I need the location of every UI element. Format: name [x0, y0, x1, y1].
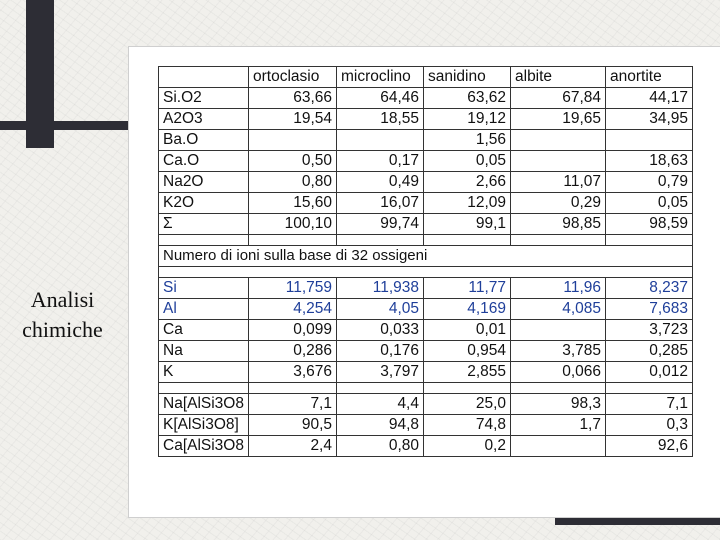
cell-value: 44,17: [606, 88, 693, 109]
table-row: [159, 394, 693, 415]
cell-value: 0,285: [606, 341, 693, 362]
cell-value: 0,2: [424, 436, 511, 457]
cell-value: 92,6: [606, 436, 693, 457]
row-label: A2O3: [159, 109, 249, 130]
table-row: [159, 151, 693, 172]
cell-value: 99,74: [337, 214, 424, 235]
cell-value: [511, 151, 606, 172]
cell-value: 1,7: [511, 415, 606, 436]
ions-heading: Numero di ioni sulla base di 32 ossigeni: [159, 246, 693, 267]
cell-value: 2,4: [249, 436, 337, 457]
cell-value: 0,05: [424, 151, 511, 172]
cell-value: 4,169: [424, 299, 511, 320]
spacer-row: [159, 383, 693, 394]
spacer-row: [159, 235, 693, 246]
cell-value: 67,84: [511, 88, 606, 109]
cell-value: 0,29: [511, 193, 606, 214]
table-row: [159, 193, 693, 214]
cell-value: 1,56: [424, 130, 511, 151]
cell-value: 100,10: [249, 214, 337, 235]
cell-value: 8,237: [606, 278, 693, 299]
cell-value: 19,12: [424, 109, 511, 130]
table-header-row: [159, 67, 693, 88]
cell-value: 64,46: [337, 88, 424, 109]
cell-value: [606, 130, 693, 151]
cell-value: 4,4: [337, 394, 424, 415]
table-row: [159, 130, 693, 151]
cell-value: 3,723: [606, 320, 693, 341]
cell-value: 0,49: [337, 172, 424, 193]
section-heading-row: [159, 246, 693, 267]
cell-value: 0,80: [337, 436, 424, 457]
cell-value: 12,09: [424, 193, 511, 214]
cell-value: 11,759: [249, 278, 337, 299]
cell-value: [249, 130, 337, 151]
cell-value: 2,66: [424, 172, 511, 193]
row-label: K: [159, 362, 249, 383]
row-label: K[AlSi3O8]: [159, 415, 249, 436]
cell-value: 0,286: [249, 341, 337, 362]
table-row: [159, 299, 693, 320]
cell-value: 0,099: [249, 320, 337, 341]
cell-value: 74,8: [424, 415, 511, 436]
cell-value: 25,0: [424, 394, 511, 415]
row-label: Ca[AlSi3O8: [159, 436, 249, 457]
row-label: Ca: [159, 320, 249, 341]
table-row: [159, 415, 693, 436]
cell-value: 3,797: [337, 362, 424, 383]
table-row: [159, 362, 693, 383]
column-header: albite: [511, 67, 606, 88]
spacer-row: [159, 267, 693, 278]
cell-value: 11,07: [511, 172, 606, 193]
slide-title-line-2: chimiche: [22, 317, 103, 342]
cell-value: 63,66: [249, 88, 337, 109]
decor-bar-horizontal: [0, 121, 130, 130]
row-label: Ca.O: [159, 151, 249, 172]
table-row: [159, 320, 693, 341]
cell-value: 94,8: [337, 415, 424, 436]
column-header: ortoclasio: [249, 67, 337, 88]
cell-value: 98,85: [511, 214, 606, 235]
table-row: [159, 172, 693, 193]
cell-value: 11,96: [511, 278, 606, 299]
cell-value: 0,17: [337, 151, 424, 172]
cell-value: 4,254: [249, 299, 337, 320]
cell-value: [511, 130, 606, 151]
cell-value: 0,80: [249, 172, 337, 193]
cell-value: 98,3: [511, 394, 606, 415]
cell-value: 0,50: [249, 151, 337, 172]
cell-value: 7,1: [606, 394, 693, 415]
row-label: Na: [159, 341, 249, 362]
cell-value: 0,033: [337, 320, 424, 341]
table-row: [159, 278, 693, 299]
cell-value: 3,785: [511, 341, 606, 362]
cell-value: 0,954: [424, 341, 511, 362]
cell-value: 63,62: [424, 88, 511, 109]
cell-value: 0,79: [606, 172, 693, 193]
cell-value: 0,01: [424, 320, 511, 341]
corner-cell: [159, 67, 249, 88]
cell-value: [337, 130, 424, 151]
column-header: microclino: [337, 67, 424, 88]
cell-value: 99,1: [424, 214, 511, 235]
cell-value: 3,676: [249, 362, 337, 383]
row-label: Ba.O: [159, 130, 249, 151]
row-label: Al: [159, 299, 249, 320]
cell-value: 11,77: [424, 278, 511, 299]
table-row: [159, 88, 693, 109]
cell-value: 0,176: [337, 341, 424, 362]
cell-value: 18,55: [337, 109, 424, 130]
row-label: Σ: [159, 214, 249, 235]
cell-value: [511, 436, 606, 457]
row-label: K2O: [159, 193, 249, 214]
slide-title-line-1: Analisi: [30, 287, 95, 312]
cell-value: 11,938: [337, 278, 424, 299]
decor-bar-bottom: [555, 518, 720, 525]
cell-value: 0,066: [511, 362, 606, 383]
table-row: [159, 436, 693, 457]
row-label: Si.O2: [159, 88, 249, 109]
cell-value: 7,1: [249, 394, 337, 415]
column-header: anortite: [606, 67, 693, 88]
column-header: sanidino: [424, 67, 511, 88]
cell-value: 2,855: [424, 362, 511, 383]
cell-value: 0,3: [606, 415, 693, 436]
cell-value: 15,60: [249, 193, 337, 214]
cell-value: 18,63: [606, 151, 693, 172]
cell-value: 16,07: [337, 193, 424, 214]
cell-value: 7,683: [606, 299, 693, 320]
row-label: Si: [159, 278, 249, 299]
chemical-analysis-table: [158, 66, 693, 457]
row-label: Na[AlSi3O8: [159, 394, 249, 415]
cell-value: 98,59: [606, 214, 693, 235]
cell-value: 4,085: [511, 299, 606, 320]
table-row: [159, 109, 693, 130]
table-row-total: [159, 214, 693, 235]
table-row: [159, 341, 693, 362]
cell-value: 4,05: [337, 299, 424, 320]
cell-value: 0,05: [606, 193, 693, 214]
row-label: Na2O: [159, 172, 249, 193]
cell-value: 90,5: [249, 415, 337, 436]
cell-value: 19,54: [249, 109, 337, 130]
cell-value: 0,012: [606, 362, 693, 383]
slide-title: [0, 285, 125, 345]
cell-value: 19,65: [511, 109, 606, 130]
cell-value: [511, 320, 606, 341]
cell-value: 34,95: [606, 109, 693, 130]
